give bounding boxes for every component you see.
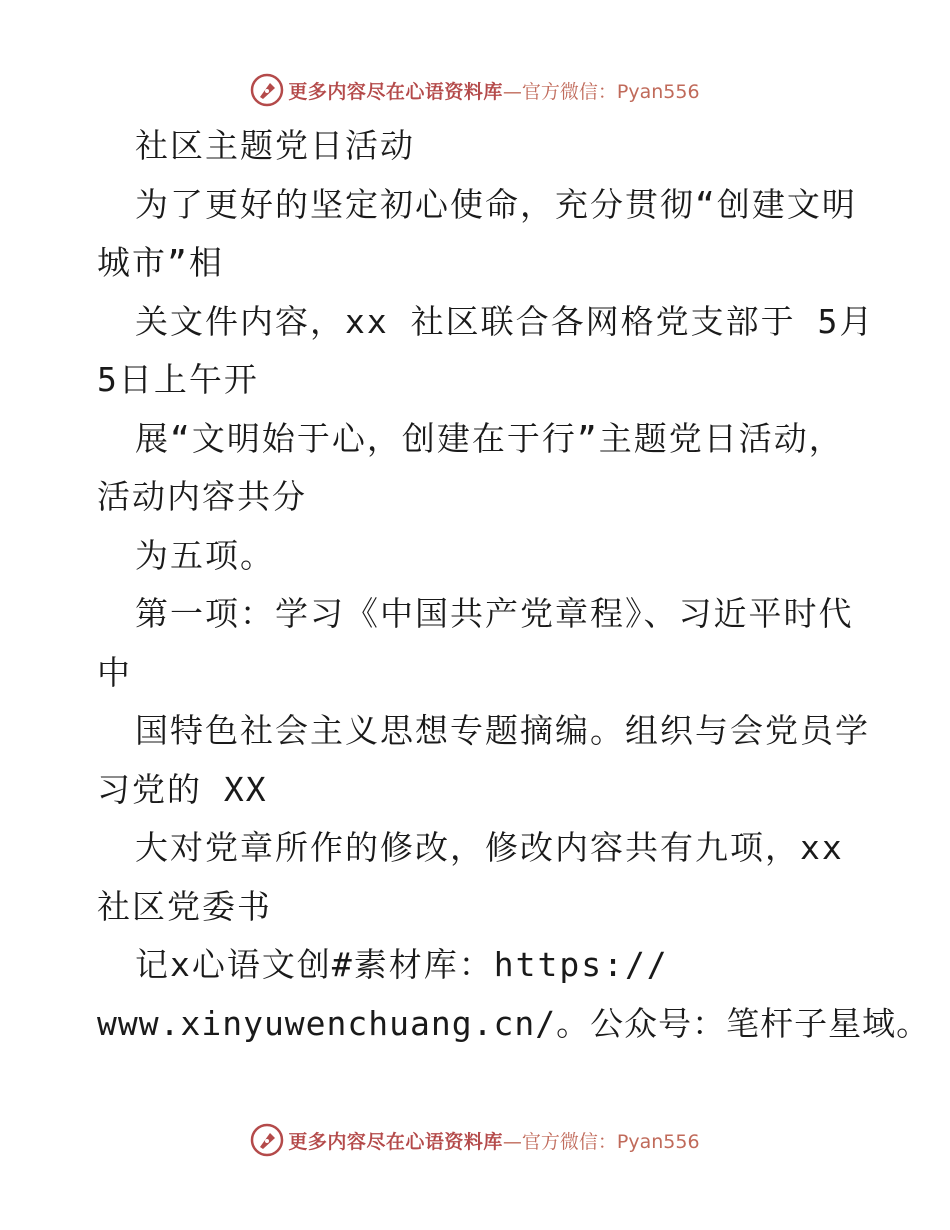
doc-line: 为五项。 <box>135 535 275 575</box>
doc-line: 习党的 XX <box>97 769 268 809</box>
page-header <box>0 70 950 110</box>
doc-line: 大对党章所作的修改，修改内容共有九项，xx <box>135 828 844 867</box>
footer-wechat-text: —官方微信：Pyan556 <box>502 1130 700 1153</box>
document-body <box>97 117 931 1053</box>
doc-line: 城市”相 <box>97 243 224 282</box>
doc-line-url: www.xinyuwenchuang.cn/。公众号：笔杆子星域。 <box>97 1003 931 1043</box>
doc-line: 5日上午开 <box>97 360 259 399</box>
page-footer <box>0 1120 950 1160</box>
pen-nib-logo-icon <box>250 1123 284 1157</box>
doc-line: 社区党委书 <box>97 886 272 926</box>
footer-brand-text: 更多内容尽在心语资料库 <box>288 1130 503 1153</box>
header-wechat-text: —官方微信：Pyan556 <box>502 80 700 103</box>
doc-line: 为了更好的坚定初心使命，充分贯彻“创建文明 <box>135 184 857 224</box>
doc-line: 第一项：学习《中国共产党章程》、习近平时代 <box>135 594 854 633</box>
pen-nib-logo-icon <box>250 73 284 107</box>
doc-title: 社区主题党日活动 <box>135 126 415 165</box>
doc-line: 关文件内容，xx 社区联合各网格党支部于 5月 <box>135 301 875 341</box>
header-brand-text: 更多内容尽在心语资料库 <box>288 80 503 103</box>
doc-line: 活动内容共分 <box>97 477 307 516</box>
doc-line: 国特色社会主义思想专题摘编。组织与会党员学 <box>135 711 870 750</box>
doc-line: 中 <box>97 652 132 692</box>
doc-line: 展“文明始于心，创建在于行”主题党日活动， <box>135 418 844 458</box>
doc-line: 记x心语文创#素材库：https:// <box>135 945 669 984</box>
